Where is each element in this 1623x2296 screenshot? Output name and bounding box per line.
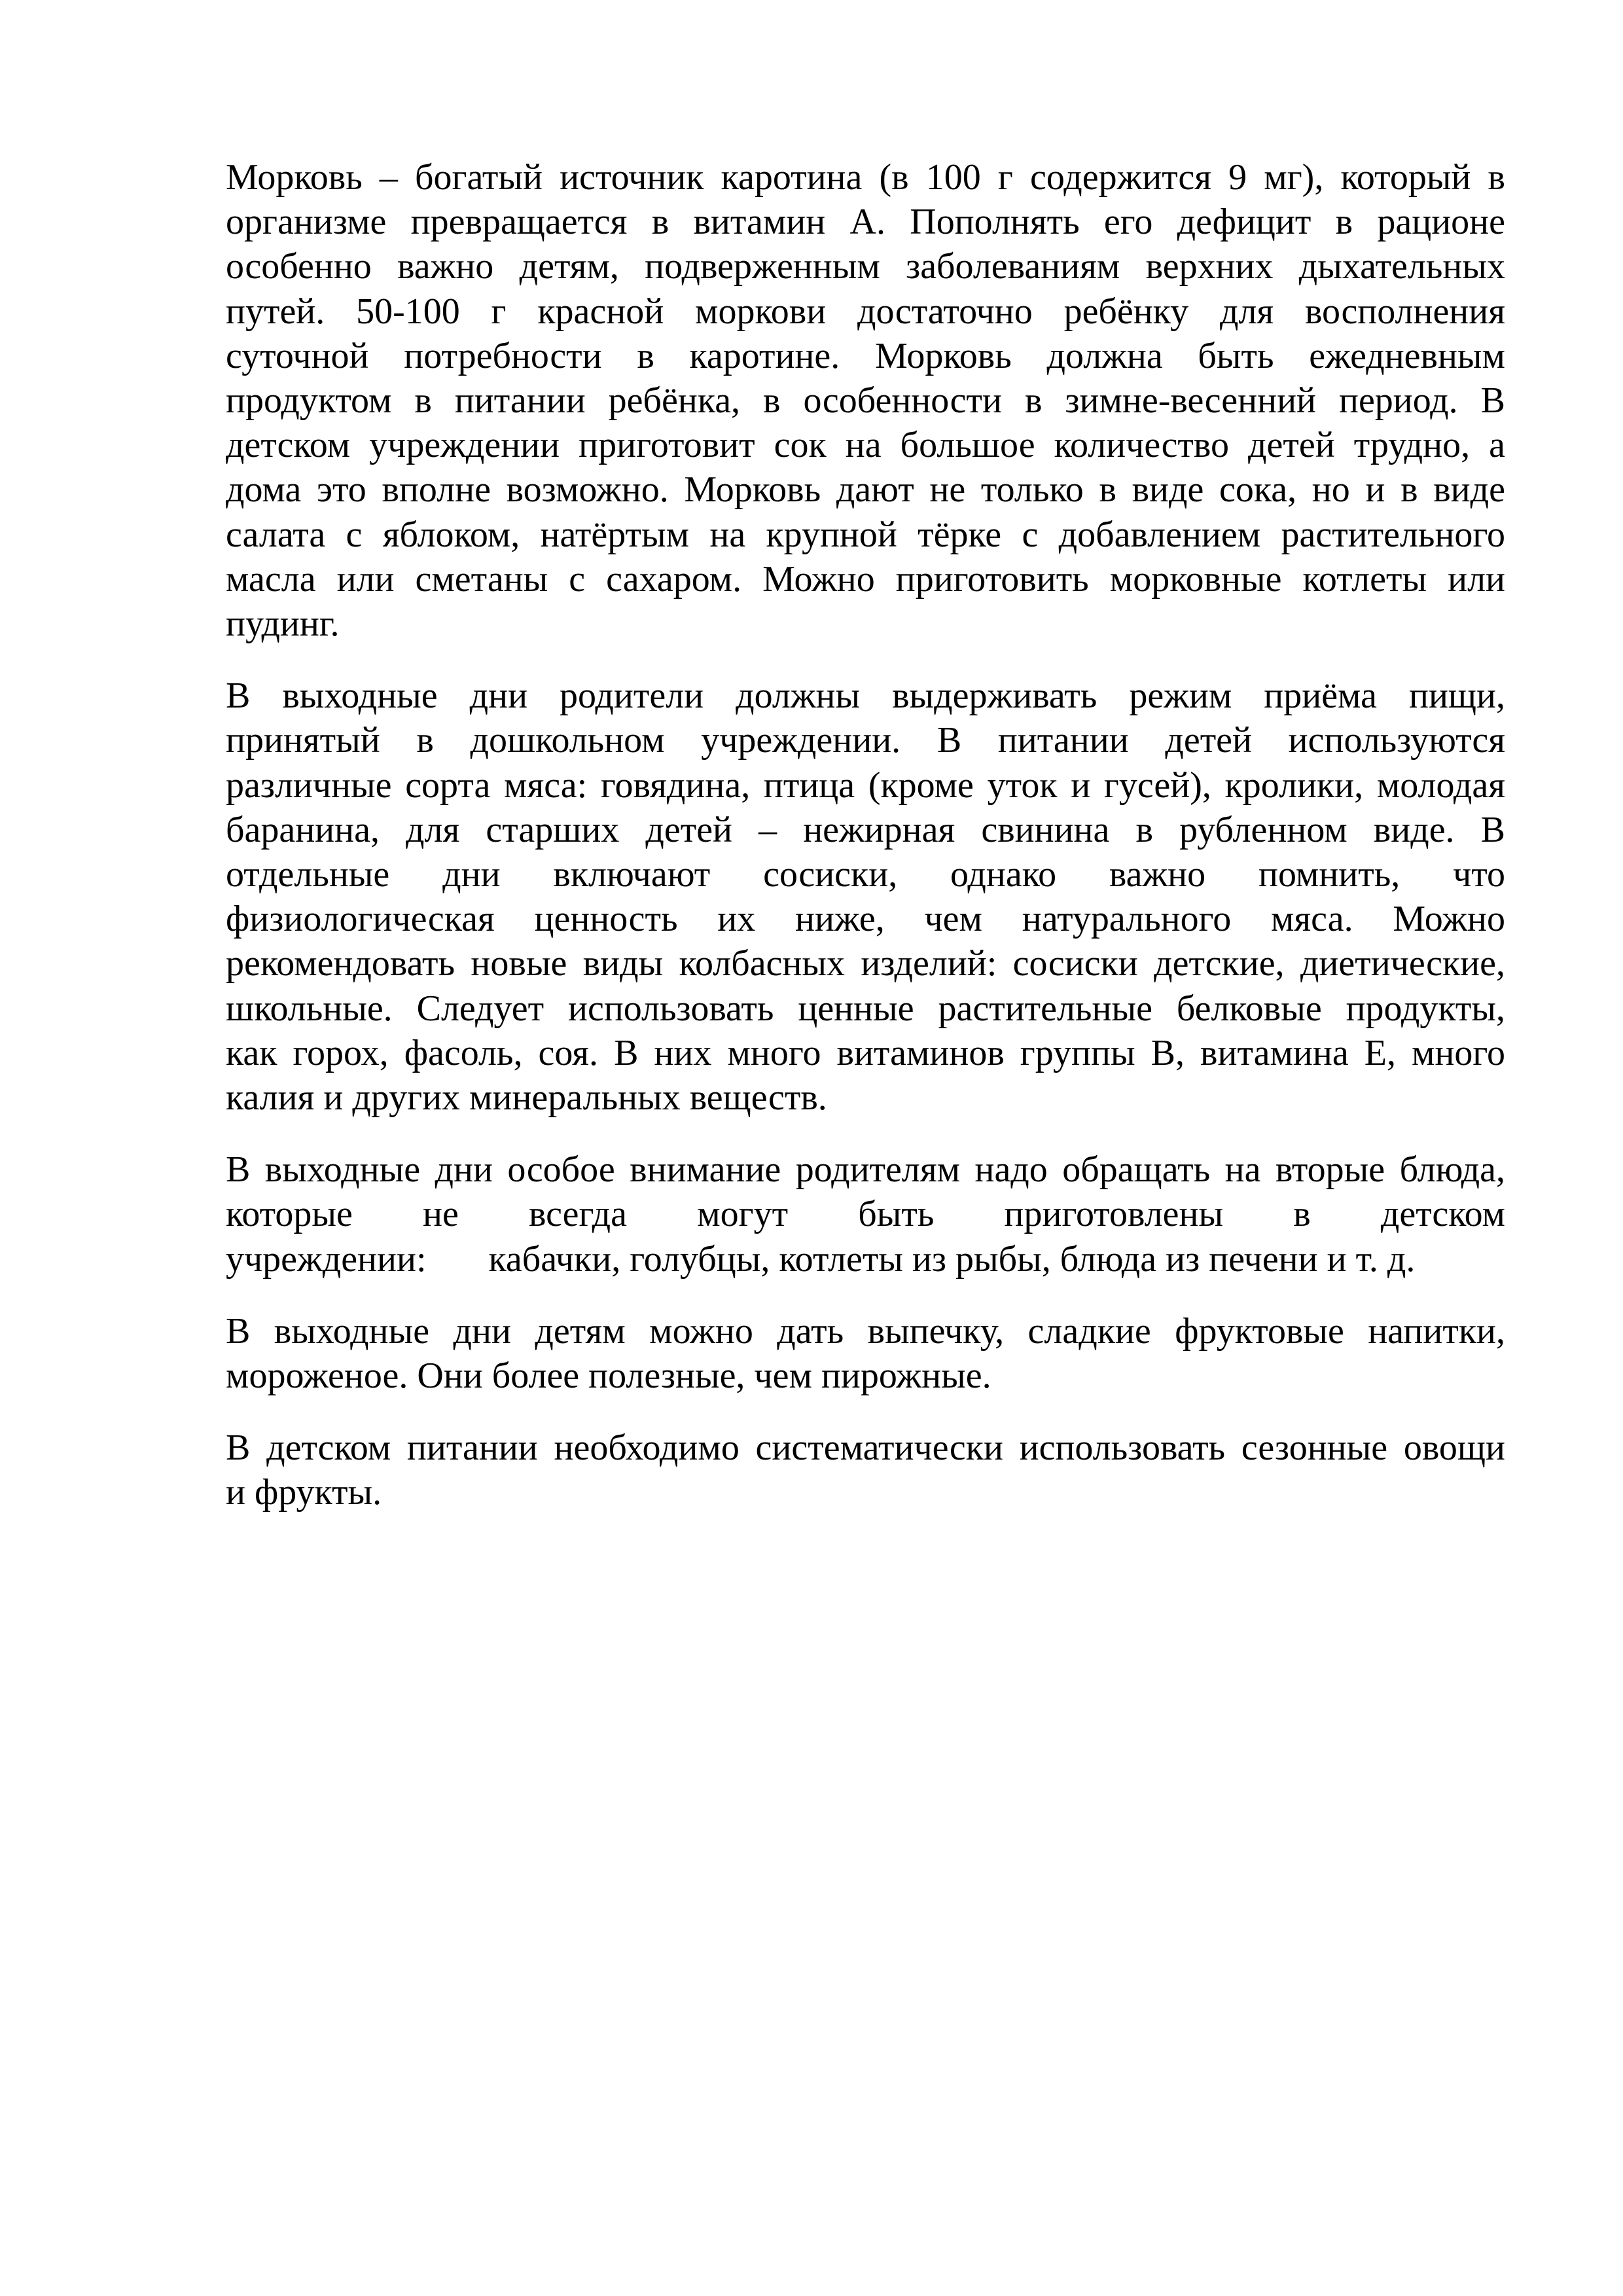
document-body: [226, 155, 1505, 1543]
paragraph: [226, 1426, 1505, 1515]
text-line: пудинг.: [226, 603, 340, 645]
text-line: рекомендовать новые виды колбасных изделий: сосиски детские, диетические,: [226, 943, 1505, 984]
text-line: Морковь – богатый источник каротина (в 100 г содержится 9 мг), который в: [226, 157, 1505, 198]
text-line: баранина, для старших детей – нежирная свинина в рубленном виде. В: [226, 809, 1505, 850]
text-line: учреждении: кабачки, голубцы, котлеты из рыбы, блюда из печени и т. д.: [226, 1238, 1416, 1280]
text-line: масла или сметаны с сахаром. Можно приготовить морковные котлеты или: [226, 558, 1505, 600]
text-line: дома это вполне возможно. Морковь дают не только в виде сока, но и в виде: [226, 469, 1505, 511]
text-line: В выходные дни особое внимание родителям надо обращать на вторые блюда,: [226, 1149, 1505, 1191]
text-line: В выходные дни детям можно дать выпечку, сладкие фруктовые напитки,: [226, 1310, 1505, 1352]
text-line: различные сорта мяса: говядина, птица (кроме уток и гусей), кролики, молодая: [226, 764, 1505, 806]
text-line: салата с яблоком, натёртым на крупной тёрке с добавлением растительного: [226, 514, 1505, 555]
text-line: принятый в дошкольном учреждении. В питании детей используются: [226, 720, 1505, 761]
text-line: и фрукты.: [226, 1472, 382, 1513]
text-line: отдельные дни включают сосиски, однако важно помнить, что: [226, 854, 1505, 895]
text-line: продуктом в питании ребёнка, в особенности в зимне-весенний период. В: [226, 380, 1505, 422]
text-line: как горох, фасоль, соя. В них много витаминов группы В, витамина Е, много: [226, 1032, 1505, 1073]
text-line: суточной потребности в каротине. Морковь должна быть ежедневным: [226, 335, 1505, 376]
paragraph: [226, 1309, 1505, 1398]
paragraph: [226, 1147, 1505, 1282]
text-line: которые не всегда могут быть приготовлены в детском: [226, 1194, 1505, 1235]
text-line: особенно важно детям, подверженным заболеваниям верхних дыхательных: [226, 246, 1505, 287]
text-line: мороженое. Они более полезные, чем пирожные.: [226, 1355, 991, 1397]
text-line: детском учреждении приготовит сок на большое количество детей трудно, а: [226, 425, 1505, 466]
text-line: школьные. Следует использовать ценные растительные белковые продукты,: [226, 988, 1505, 1029]
text-line: физиологическая ценность их ниже, чем натурального мяса. Можно: [226, 899, 1505, 940]
tab-gap: [427, 1270, 489, 1271]
paragraph: [226, 673, 1505, 1120]
text-line: организме превращается в витамин А. Пополнять его дефицит в рационе: [226, 202, 1505, 243]
paragraph: [226, 155, 1505, 646]
text-line: В выходные дни родители должны выдерживать режим приёма пищи,: [226, 675, 1505, 717]
text-line: путей. 50-100 г красной моркови достаточно ребёнку для восполнения: [226, 291, 1505, 332]
text-line: В детском питании необходимо систематически использовать сезонные овощи: [226, 1427, 1505, 1469]
text-line: калия и других минеральных веществ.: [226, 1077, 827, 1119]
